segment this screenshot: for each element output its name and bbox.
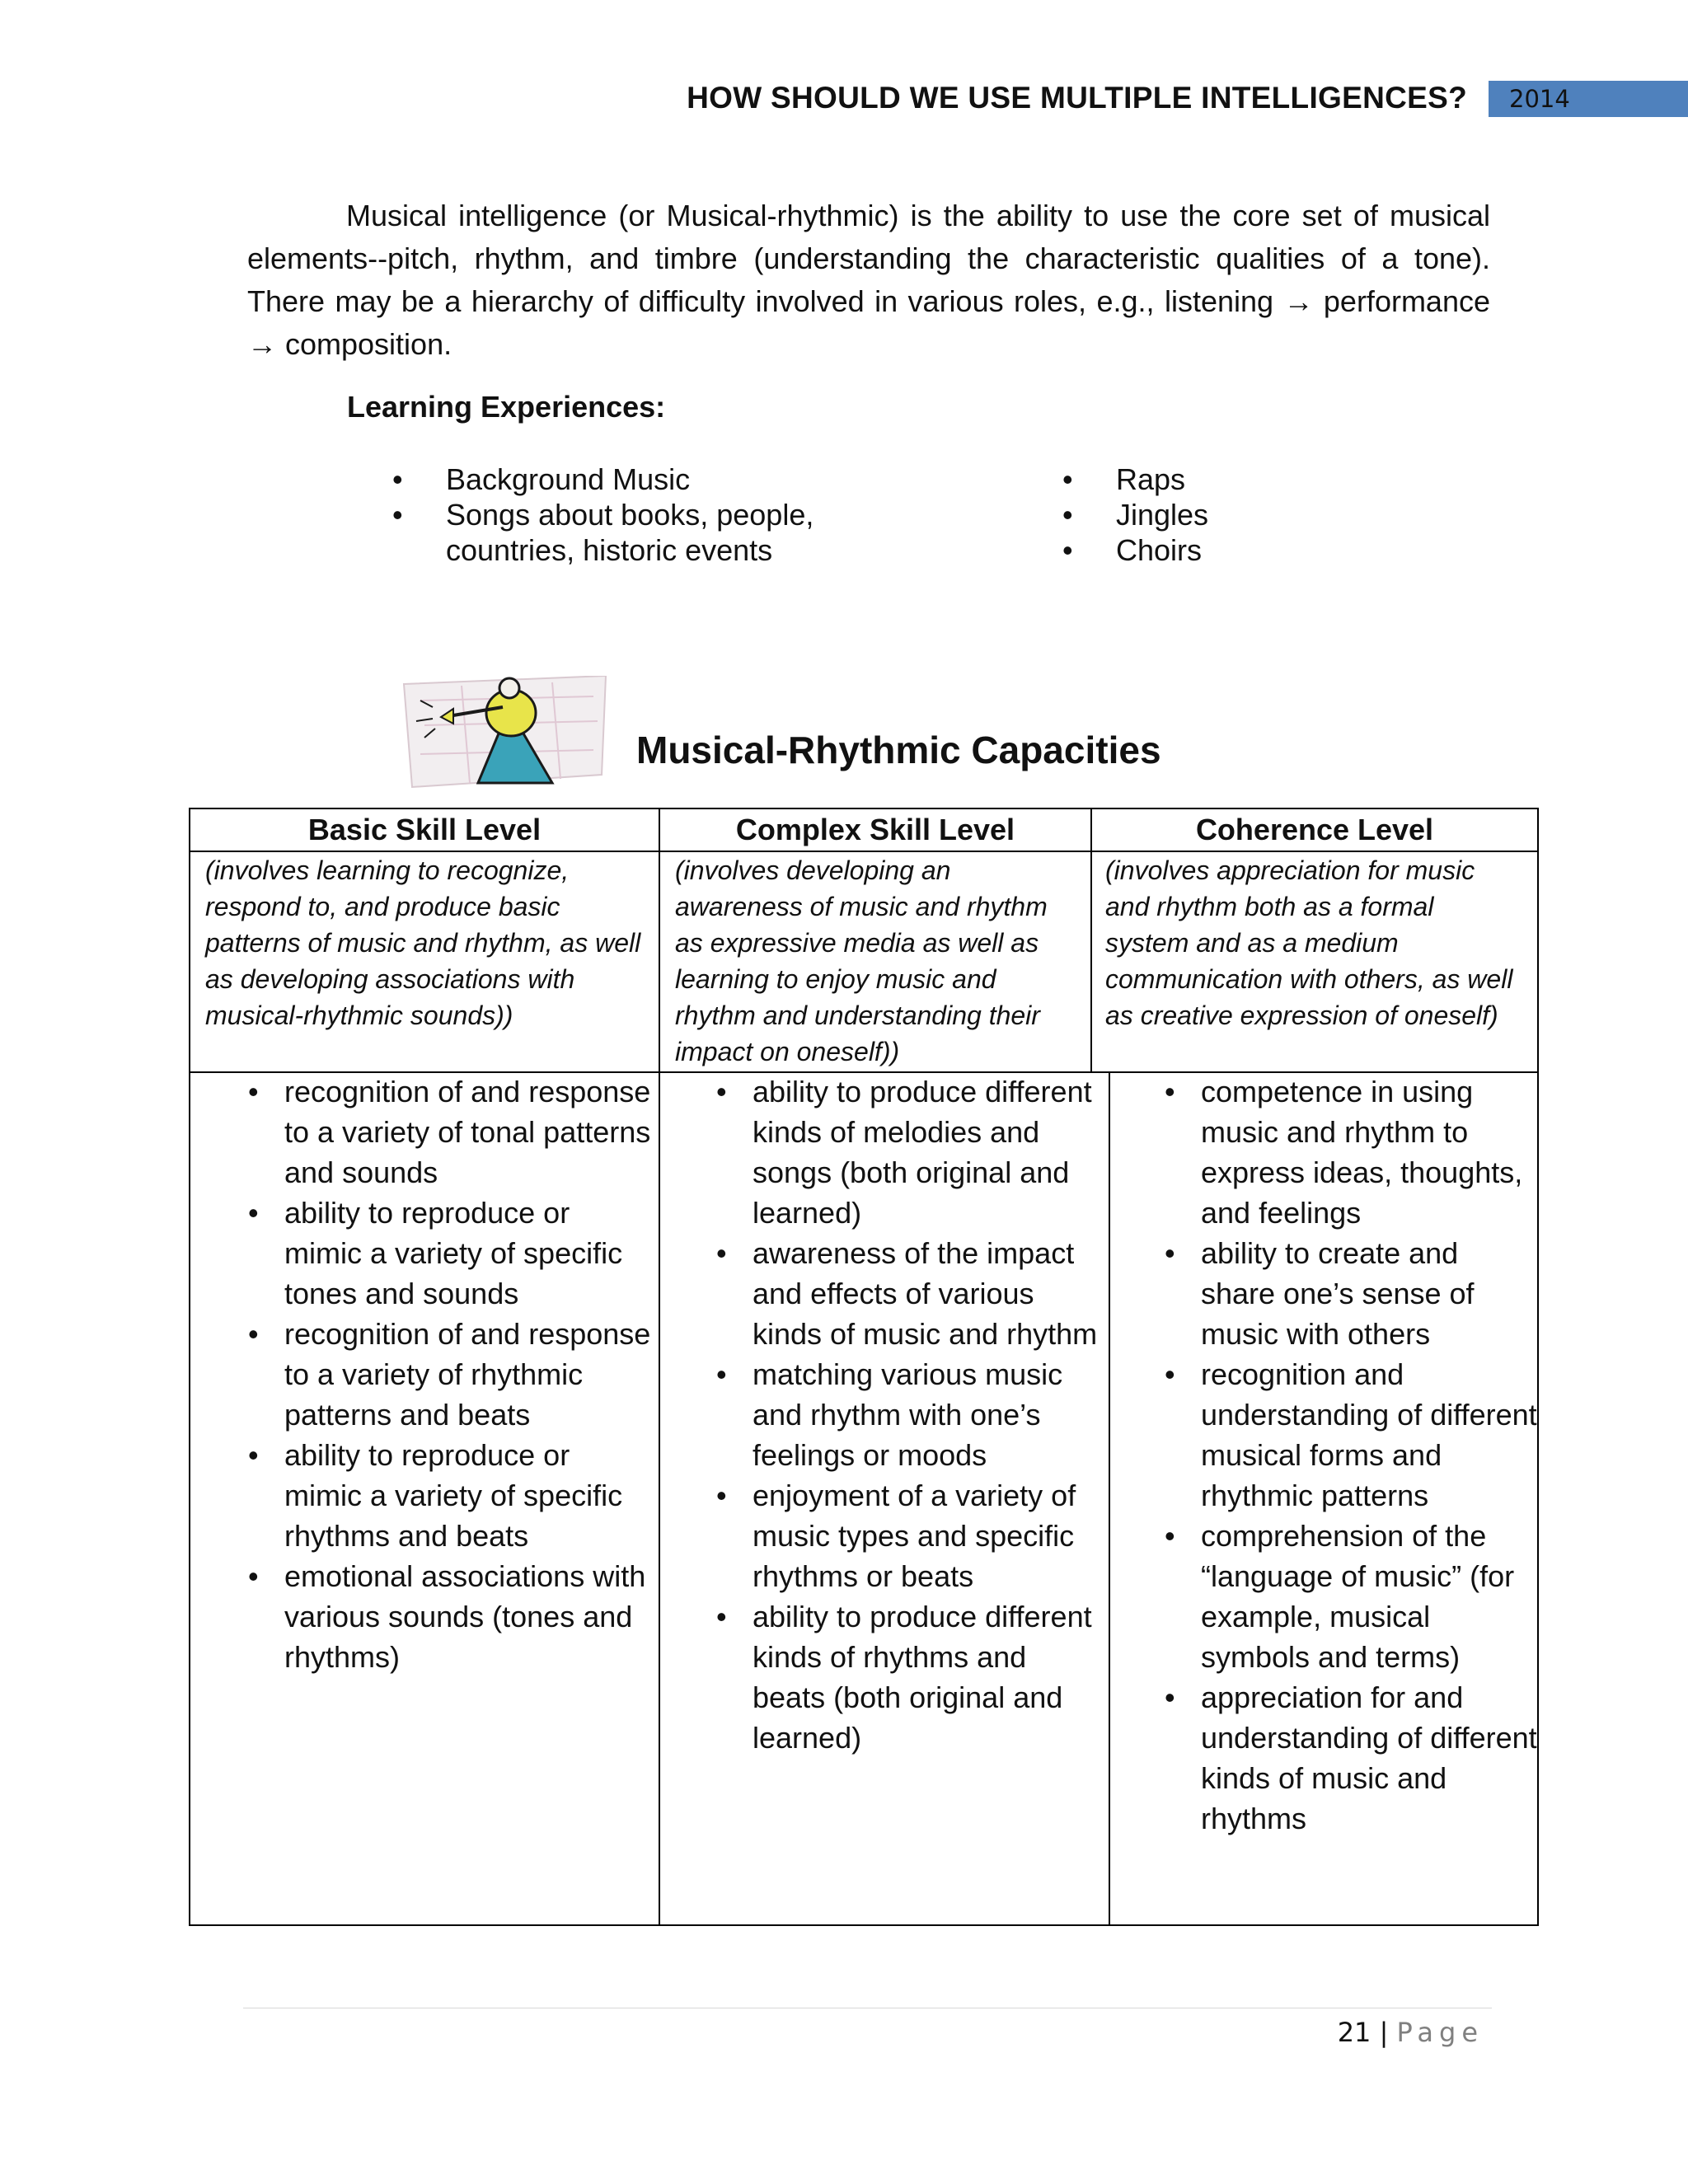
column-list-complex xyxy=(693,1071,1105,1758)
list-item: • comprehension of the “language of music” (for example, musical symbols and terms) xyxy=(1142,1516,1537,1677)
list-item: • enjoyment of a variety of music types and specific rhythms or beats xyxy=(693,1475,1105,1596)
footer-page-number xyxy=(1236,2014,1484,2050)
list-item: • Songs about books, people, countries, historic events xyxy=(347,497,883,568)
table-divider xyxy=(659,809,660,1926)
list-item: • Jingles xyxy=(1017,497,1347,532)
list-item: • awareness of the impact and effects of various kinds of music and rhythm xyxy=(693,1233,1105,1354)
learning-list-left xyxy=(347,462,883,568)
list-item: • ability to reproduce or mimic a variety of specific rhythms and beats xyxy=(225,1435,654,1556)
list-item: • Choirs xyxy=(1017,532,1347,568)
list-item: • ability to reproduce or mimic a variety of specific tones and sounds xyxy=(225,1193,654,1314)
page-label: Page xyxy=(1396,2017,1484,2048)
column-list-basic xyxy=(225,1071,654,1677)
intro-text: Musical intelligence (or Musical-rhythmic) is the ability to use the core set of musical elements--pitch, rhythm, and timbre (understanding the characteristic qualities of a tone). There may be a hierarchy of difficulty involved in various roles, e.g., listening → performance → composition. xyxy=(247,199,1490,361)
list-item: • appreciation for and understanding of different kinds of music and rhythms xyxy=(1142,1677,1537,1839)
column-heading-basic: Basic Skill Level xyxy=(307,813,542,846)
trumpet-player-icon xyxy=(387,676,614,791)
list-item: • ability to produce different kinds of rhythms and beats (both original and learned) xyxy=(693,1596,1105,1758)
column-description-coherence: (involves appreciation for music and rhythm both as a formal system and as a medium communication with others, as well as creative expression of oneself) xyxy=(1105,855,1513,1030)
column-list-coherence xyxy=(1142,1071,1537,1839)
list-item: • Background Music xyxy=(347,462,883,497)
list-item: • recognition and understanding of different musical forms and rhythmic patterns xyxy=(1142,1354,1537,1516)
learning-experiences-heading: Learning Experiences: xyxy=(347,390,666,424)
page-separator: | xyxy=(1379,2017,1389,2048)
page-number: 21 xyxy=(1337,2017,1372,2048)
column-heading-coherence: Coherence Level xyxy=(1195,813,1434,846)
list-item: • emotional associations with various sounds (tones and rhythms) xyxy=(225,1556,654,1677)
header-year-badge: 2014 xyxy=(1489,81,1688,117)
list-item: • matching various music and rhythm with one’s feelings or moods xyxy=(693,1354,1105,1475)
list-item: • recognition of and response to a variety of tonal patterns and sounds xyxy=(225,1071,654,1193)
capacities-table xyxy=(189,808,1539,1926)
capacities-title: Musical-Rhythmic Capacities xyxy=(636,729,1161,771)
learning-list-right xyxy=(1017,462,1347,568)
column-description-complex: (involves developing an awareness of music and rhythm as expressive media as well as learning to enjoy music and rhythm and understanding their impact on oneself)) xyxy=(675,855,1048,1066)
list-item: • ability to produce different kinds of melodies and songs (both original and learned) xyxy=(693,1071,1105,1233)
table-divider xyxy=(1109,1071,1110,1926)
list-item: • recognition of and response to a variety of rhythmic patterns and beats xyxy=(225,1314,654,1435)
header-title: HOW SHOULD WE USE MULTIPLE INTELLIGENCES? xyxy=(687,81,1467,115)
list-item: • Raps xyxy=(1017,462,1347,497)
intro-paragraph xyxy=(247,194,1490,366)
column-heading-complex: Complex Skill Level xyxy=(735,813,1015,846)
list-item: • competence in using music and rhythm to express ideas, thoughts, and feelings xyxy=(1142,1071,1537,1233)
list-item: • ability to create and share one’s sense of music with others xyxy=(1142,1233,1537,1354)
column-description-basic: (involves learning to recognize, respond to, and produce basic patterns of music and rhythm, as well as developing associations with musical-rhythmic sounds)) xyxy=(205,855,641,1030)
